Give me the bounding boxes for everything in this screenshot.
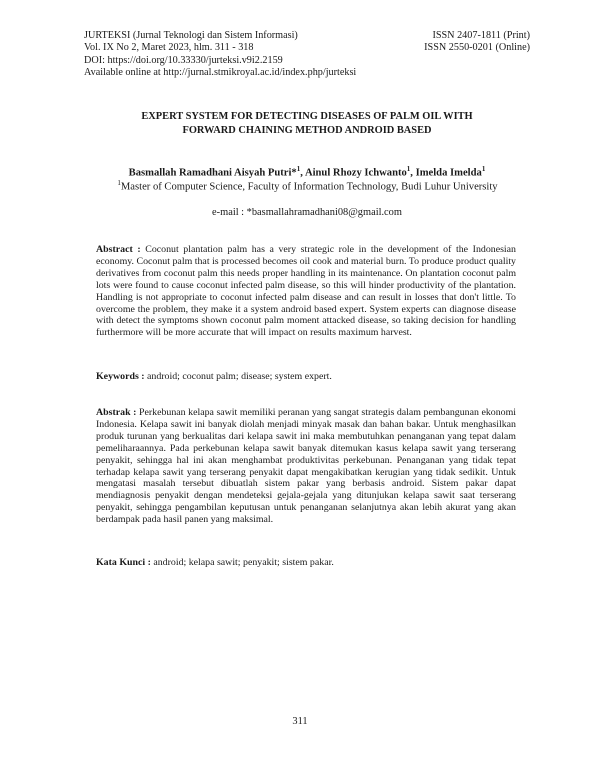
abstrak-label: Abstrak : xyxy=(96,407,137,418)
abstract-text: Coconut plantation palm has a very strategic role in the development of the Indonesian economy. Coconut palm that is processed becomes oil cook and material burn. To produce product quality derivatives from coconut palm this needs proper handling in its maintenance. On plantation coconut palm lots were found to cause coconut infected palm disease, so this will hinder productivity of the plantation. Handling is not appropriate to coconut infected palm disease and can result in losses that don't little. To overcome the problem, they make it a system android based expert. System experts can diagnose disease with detect the symptoms shown coconut palm moment attacked disease, so taking decision for handling furthermore will be more accurate that will impact on results maximum harvest. xyxy=(96,244,516,339)
author-1-affiliation-mark: 1 xyxy=(296,165,301,173)
keywords-indonesian xyxy=(96,557,516,569)
abstract-english xyxy=(96,244,516,339)
keywords-text: android; coconut palm; disease; system expert. xyxy=(147,371,332,382)
contact-email: e-mail : *basmallahramadhani08@gmail.com xyxy=(212,207,402,218)
author-3: , Imelda Imelda xyxy=(410,167,482,179)
author-2-affiliation-mark: 1 xyxy=(406,165,411,173)
title-line-2: FORWARD CHAINING METHOD ANDROID BASED xyxy=(182,124,432,136)
issn-online: ISSN 2550-0201 (Online) xyxy=(424,42,530,54)
keywords-label: Keywords : xyxy=(96,371,145,382)
page-number: 311 xyxy=(292,716,308,727)
author-2: , Ainul Rhozy Ichwanto xyxy=(300,167,407,179)
available-online-link[interactable]: Available online at http://jurnal.stmikroyal.ac.id/index.php/jurteksi xyxy=(84,67,357,79)
abstrak-text: Perkebunan kelapa sawit memiliki peranan yang sangat strategis dalam pembangunan ekonomi Indonesia. Kelapa sawit ini banyak diolah menjadi minyak masak dan bahan bakar. Untuk menghasilkan produk turunan yang berkualitas dari kelapa sawit ini maka membutuhkan penanganan yang tepat dalam pemeliharaannya. Pada perkebunan kelapa sawit banyak ditemukan kasus kelapa sawit yang terserang penyakit, sehingga hal ini akan menghambat produktivitas perkebunan. Penanganan yang tidak tepat terhadap kelapa sawit yang terserang penyakit dapat mengakibatkan kerugian yang tidak sedikit. Untuk mengatasi masalah tersebut dibuatlah sistem pakar yang berbasis android. Sistem pakar dapat mendiagnosis penyakit dengan mendeteksi gejala-gejala yang ditunjukan kelapa sawit saat terserang penyakit, sehingga pengambilan keputusan untuk penanganan selanjutnya akan lebih akurat yang akan berdampak pada hasil panen yang maksimal. xyxy=(96,407,517,526)
abstract-label: Abstract : xyxy=(96,244,141,255)
affiliation xyxy=(110,177,505,194)
journal-volume: Vol. IX No 2, Maret 2023, hlm. 311 - 318 xyxy=(84,42,254,54)
kata-kunci-label: Kata Kunci : xyxy=(96,557,151,568)
affiliation-mark: 1 xyxy=(117,179,121,187)
journal-name: JURTEKSI (Jurnal Teknologi dan Sistem Informasi) xyxy=(84,30,298,41)
author-3-affiliation-mark: 1 xyxy=(481,165,486,173)
keywords-english xyxy=(96,371,516,383)
doi-link[interactable]: DOI: https://doi.org/10.33330/jurteksi.v9i2.2159 xyxy=(84,54,283,66)
affiliation-text: Master of Computer Science, Faculty of Information Technology, Budi Luhur University xyxy=(120,181,498,193)
author-1: Basmallah Ramadhani Aisyah Putri* xyxy=(128,167,297,179)
kata-kunci-text: android; kelapa sawit; penyakit; sistem pakar. xyxy=(153,557,334,568)
paper-title xyxy=(84,110,530,137)
issn-print: ISSN 2407-1811 (Print) xyxy=(432,30,530,41)
title-line-1: EXPERT SYSTEM FOR DETECTING DISEASES OF PALM OIL WITH xyxy=(141,111,473,122)
journal-header xyxy=(84,30,530,80)
abstract-indonesian xyxy=(96,407,516,526)
